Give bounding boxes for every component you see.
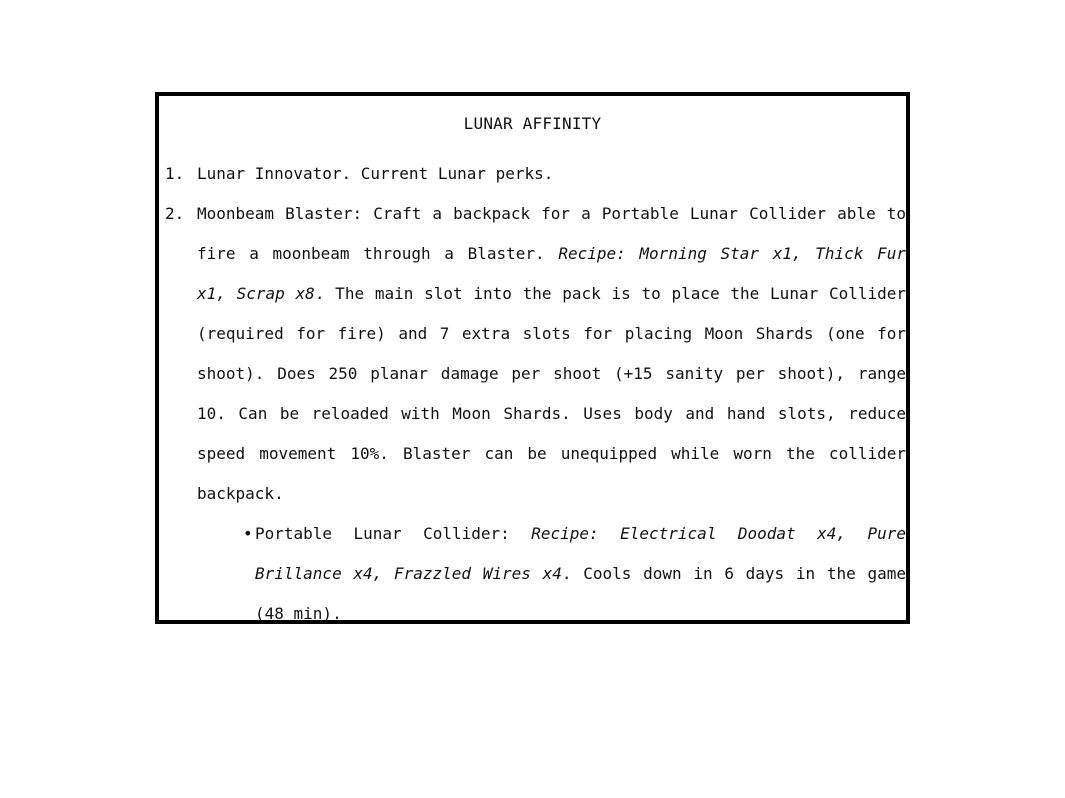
list-item-text-line: speed movement 10%. Blaster can be unequipped while worn the collider	[197, 444, 906, 463]
sub-list-item	[243, 514, 906, 634]
list-item-text: Lunar Innovator. Current Lunar perks.	[197, 164, 554, 183]
text-plain: fire a moonbeam through a Blaster.	[197, 244, 559, 263]
list-item-text-line	[197, 274, 906, 314]
list-item-text-line: 10. Can be reloaded with Moon Shards. Uses body and hand slots, reduce	[197, 404, 906, 423]
list-item-text-line	[197, 234, 906, 274]
sub-item-text-line	[255, 514, 906, 554]
list-item-text-line: shoot). Does 250 planar damage per shoot (+15 sanity per shoot), range	[197, 364, 906, 383]
text-plain: . The main slot into the pack is to place the Lunar Collider	[314, 284, 907, 303]
text-plain: . Cools down in 6 days in the game	[561, 564, 906, 583]
recipe-text: Recipe: Electrical Doodat x4, Pure	[531, 524, 906, 543]
document-card	[155, 92, 910, 624]
recipe-text: Brillance x4, Frazzled Wires x4	[255, 564, 562, 583]
recipe-text: Recipe: Morning Star x1, Thick Fur	[558, 244, 906, 263]
recipe-text: x1, Scrap x8	[197, 284, 315, 303]
list-item	[165, 154, 906, 194]
list-item-text-line: backpack.	[197, 484, 284, 503]
sub-item-text-line: (48 min).	[255, 604, 342, 623]
list-item-number: 2.	[165, 204, 185, 223]
list-item-number: 1.	[165, 164, 185, 183]
document-title: LUNAR AFFINITY	[463, 114, 602, 133]
list-item-text-line: Moonbeam Blaster: Craft a backpack for a Portable Lunar Collider able to	[197, 204, 906, 223]
list-item	[165, 194, 906, 634]
perk-list	[165, 154, 906, 634]
sub-item-text-line	[255, 554, 906, 594]
list-item-text-line: (required for fire) and 7 extra slots for placing Moon Shards (one for	[197, 324, 906, 343]
bullet-icon: •	[243, 524, 253, 543]
text-plain: Portable Lunar Collider:	[255, 524, 532, 543]
